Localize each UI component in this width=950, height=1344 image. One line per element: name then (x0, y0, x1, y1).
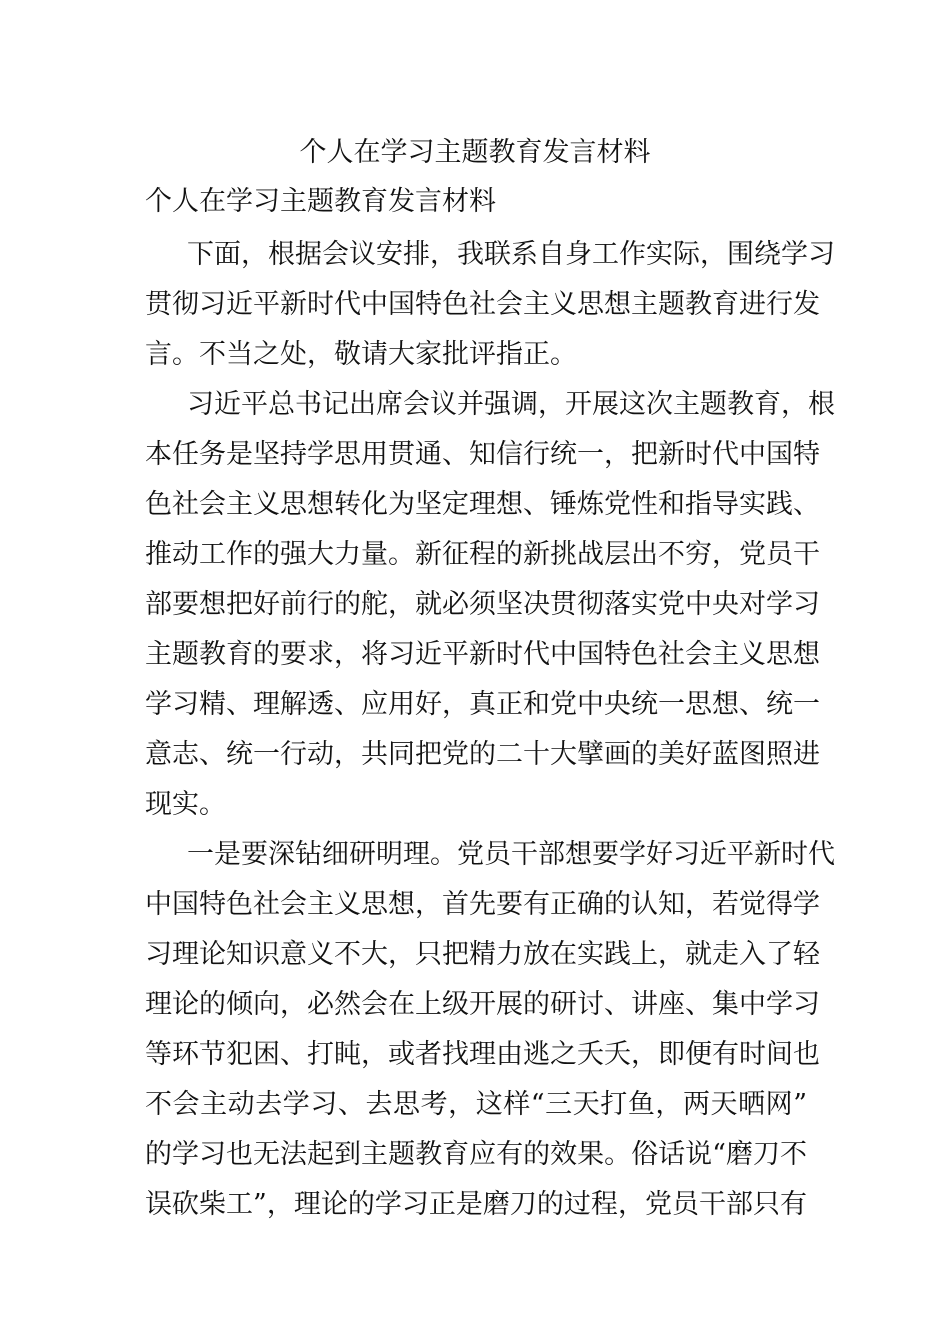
paragraph-line: 主题教育的要求，将习近平新时代中国特色社会主义思想 (145, 639, 820, 670)
paragraph-line: 不会主动去学习、去思考，这样“三天打鱼，两天晒网” (145, 1089, 807, 1120)
paragraph-line: 一是要深钻细研明理。党员干部想要学好习近平新时代 (187, 839, 835, 870)
paragraph-line: 误砍柴工”，理论的学习正是磨刀的过程，党员干部只有 (145, 1189, 807, 1220)
paragraph-line: 习理论知识意义不大，只把精力放在实践上，就走入了轻 (145, 939, 820, 970)
paragraph-line: 意志、统一行动，共同把党的二十大擘画的美好蓝图照进 (145, 739, 820, 770)
paragraph-3 (145, 830, 835, 1230)
paragraph-line: 部要想把好前行的舵，就必须坚决贯彻落实党中央对学习 (145, 589, 820, 620)
paragraph-line: 下面，根据会议安排，我联系自身工作实际，围绕学习 (187, 239, 835, 270)
paragraph-line: 习近平总书记出席会议并强调，开展这次主题教育，根 (187, 389, 835, 420)
paragraph-line: 学习精、理解透、应用好，真正和党中央统一思想、统一 (145, 689, 820, 720)
paragraph-line: 色社会主义思想转化为坚定理想、锤炼党性和指导实践、 (145, 489, 820, 520)
paragraph-line: 理论的倾向，必然会在上级开展的研讨、讲座、集中学习 (145, 989, 820, 1020)
paragraph-2 (145, 380, 835, 830)
paragraph-line: 推动工作的强大力量。新征程的新挑战层出不穷，党员干 (145, 539, 820, 570)
paragraph-line: 的学习也无法起到主题教育应有的效果。俗话说“磨刀不 (145, 1139, 807, 1170)
paragraph-line: 等环节犯困、打盹，或者找理由逃之夭夭，即便有时间也 (145, 1039, 820, 1070)
paragraph-line: 中国特色社会主义思想，首先要有正确的认知，若觉得学 (145, 889, 820, 920)
document-body (145, 230, 835, 1230)
paragraph-line: 本任务是坚持学思用贯通、知信行统一，把新时代中国特 (145, 439, 820, 470)
paragraph-line: 现实。 (145, 789, 226, 820)
paragraph-1 (145, 230, 835, 380)
document-subtitle: 个人在学习主题教育发言材料 (145, 186, 496, 217)
paragraph-line: 贯彻习近平新时代中国特色社会主义思想主题教育进行发 (145, 289, 820, 320)
document-title: 个人在学习主题教育发言材料 (299, 137, 651, 168)
paragraph-line: 言。不当之处，敬请大家批评指正。 (145, 339, 577, 370)
